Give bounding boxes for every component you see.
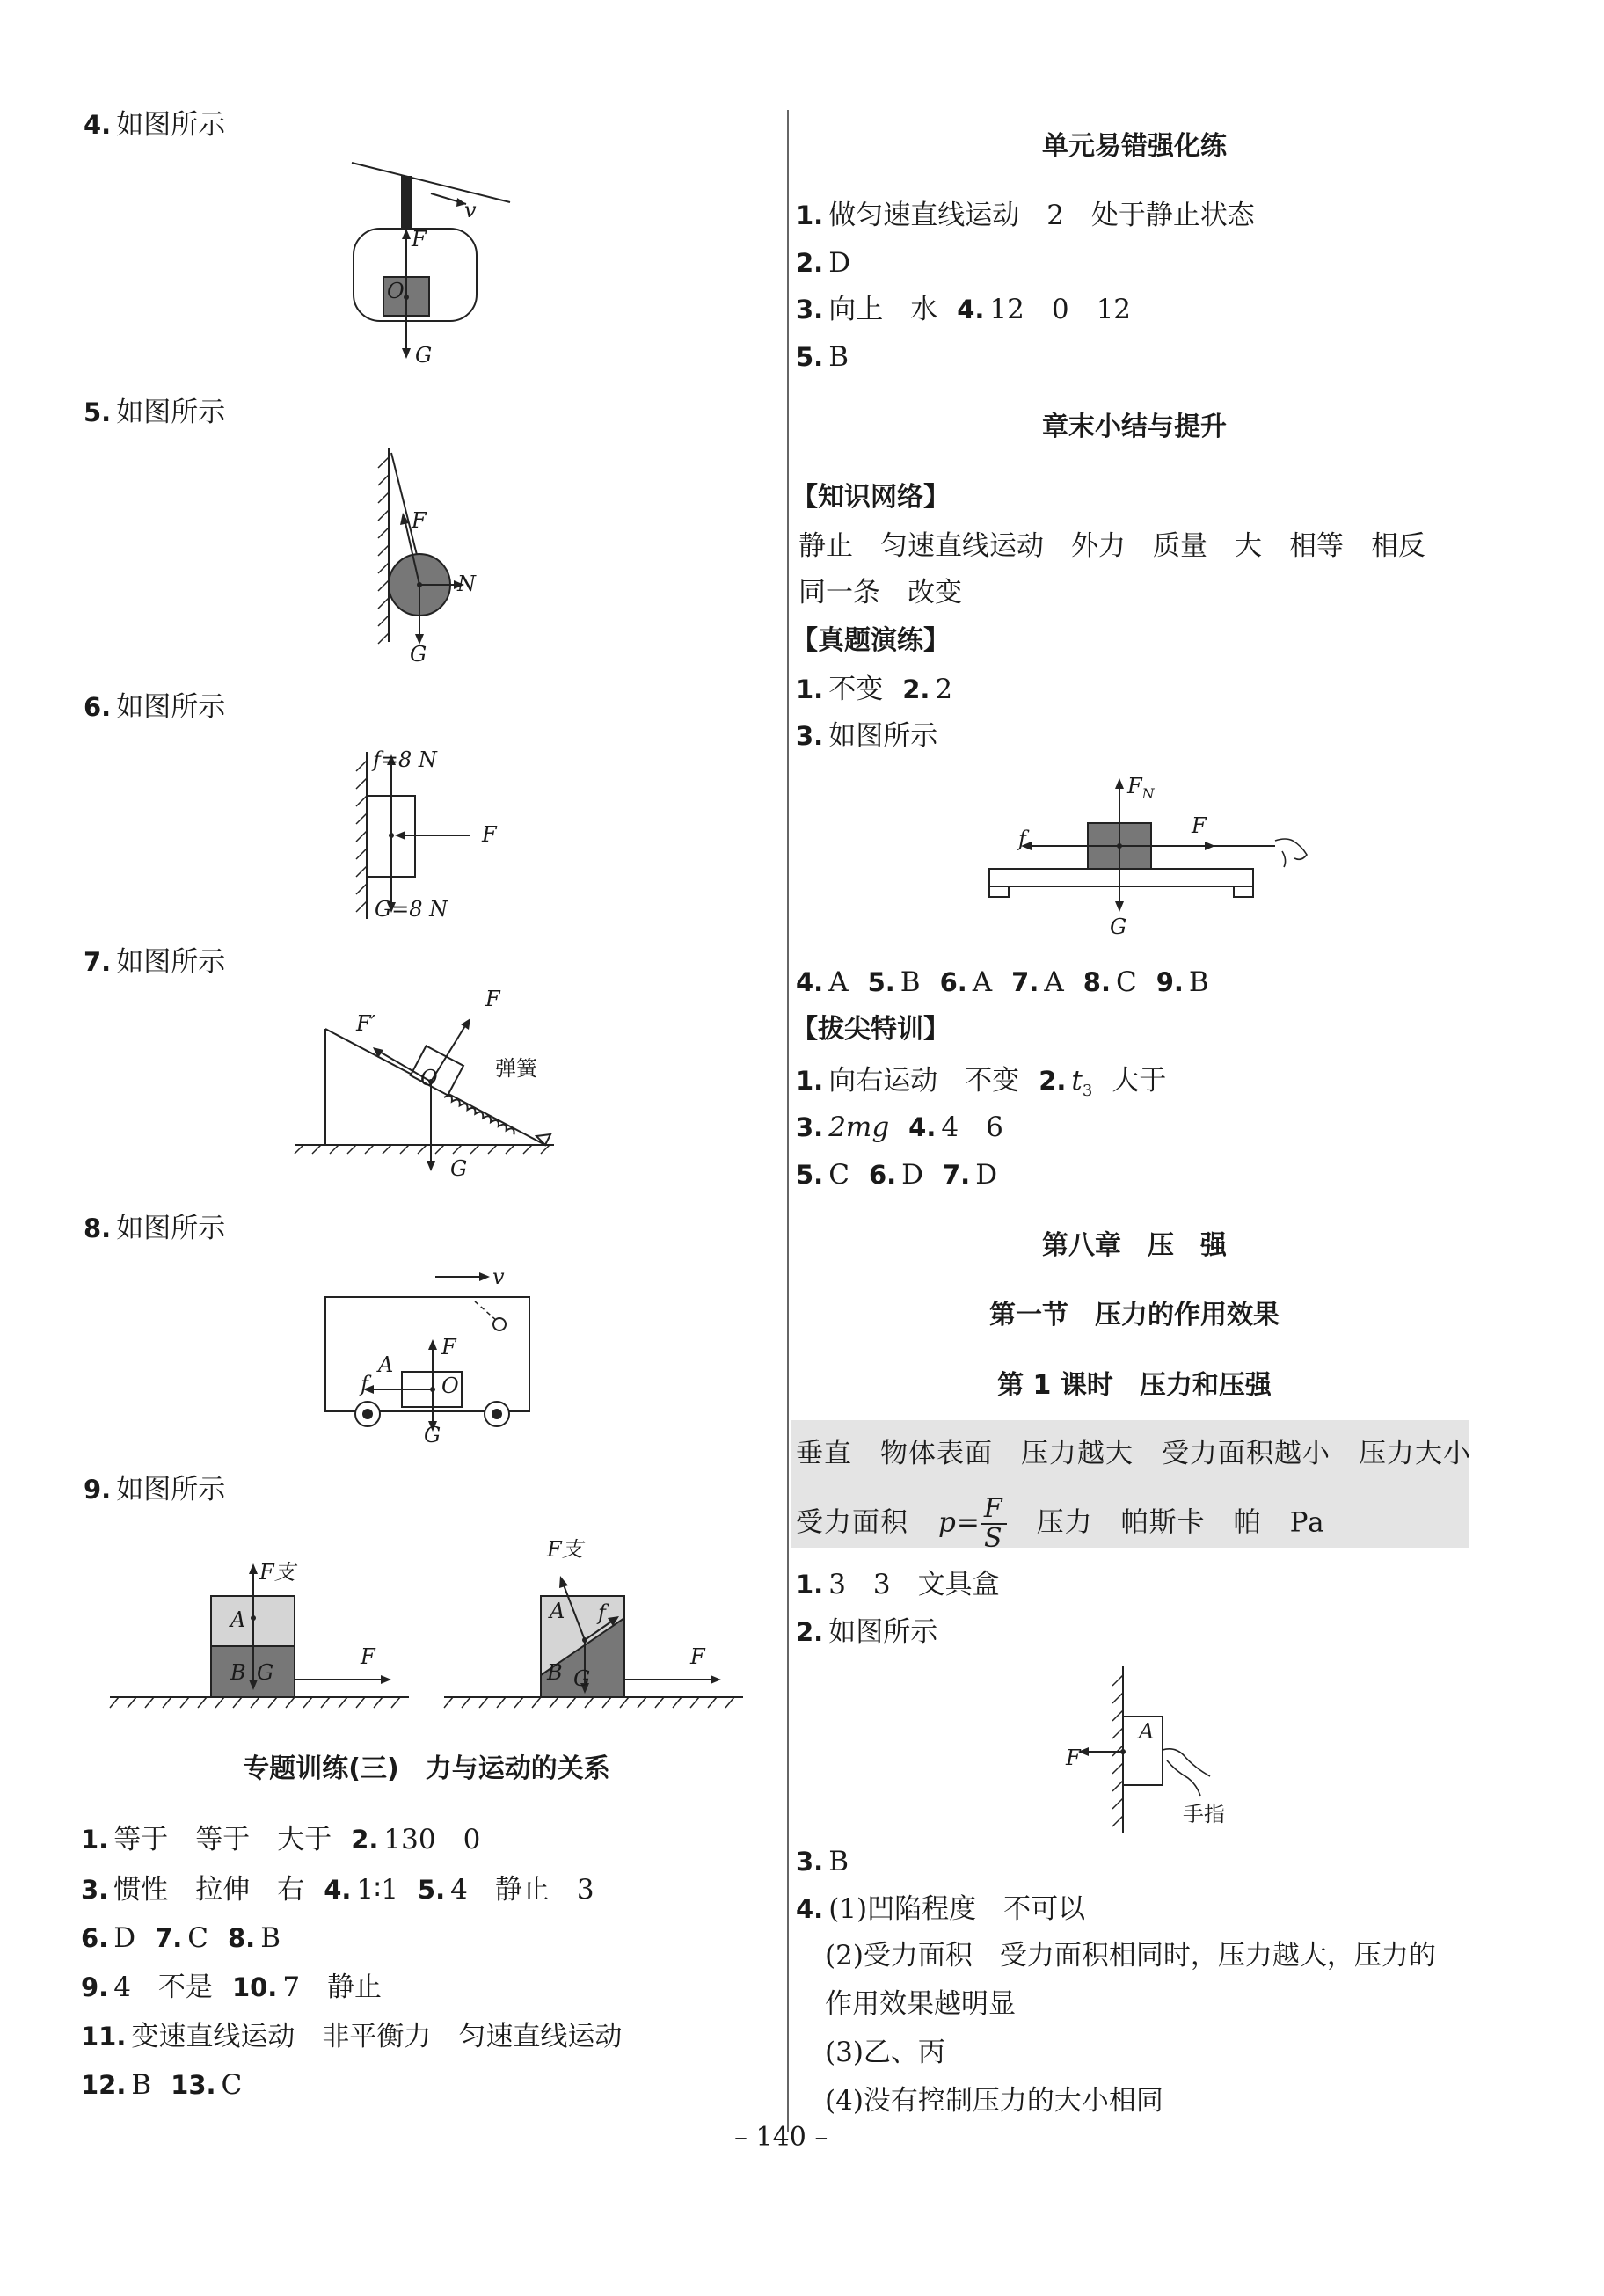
figure-vehicle	[317, 1257, 545, 1442]
knowledge-net-line-2: 同一条 改变	[798, 577, 962, 609]
fig9a-Fz-label: F支	[259, 1560, 295, 1585]
fig4-G-label: G	[415, 343, 433, 368]
fig3-G-label: G	[1110, 915, 1127, 939]
fig9a-B-label: B	[230, 1660, 246, 1685]
fig4-v-label: v	[464, 198, 477, 222]
unit-answer-3-4: 3. 向上 水 4. 12 0 12	[796, 294, 1132, 325]
unit-answer-5: 5. B	[796, 341, 849, 373]
q5-line: 5. 如图所示	[84, 397, 226, 428]
fill-blank-line-1: 垂直 物体表面 压力越大 受力面积越小 压力大小	[796, 1438, 1471, 1469]
figure-incline-spring	[290, 994, 572, 1187]
fig8-f-label: f	[361, 1372, 368, 1396]
column-divider	[787, 110, 789, 2132]
real-exam-row-2: 3. 如图所示	[796, 720, 938, 752]
pressure-formula-fraction: $\frac{F}{S}$	[981, 1495, 1007, 1553]
fig9b-A-label: A	[550, 1599, 565, 1623]
fig9b-Fz-label: F支	[547, 1537, 583, 1562]
knowledge-net-label: 【知识网络】	[791, 482, 950, 513]
q7-line: 7. 如图所示	[84, 946, 226, 978]
topic-answer-row-1: 1. 等于 等于 大于 2. 130 0	[81, 1824, 481, 1855]
topic-answer-row-6: 12. B 13. C	[81, 2069, 243, 2101]
fig7-O-label: O	[420, 1066, 438, 1090]
fig9b-F-label: F	[690, 1644, 705, 1669]
chapter8-title: 第八章 压 强	[1042, 1230, 1227, 1261]
fig8-v-label: v	[492, 1265, 505, 1289]
fig6-G-label: G=8 N	[375, 897, 448, 922]
fig3-f-label: f	[1018, 827, 1026, 851]
fig4-O-label: O	[387, 279, 405, 303]
fig5-G-label: G	[410, 642, 427, 667]
real-exam-row-3: 4. A 5. B 6. A 7. A 8. C 9. B	[796, 966, 1209, 998]
chapter-summary-title: 章末小结与提升	[1042, 412, 1227, 442]
figure-block-board	[985, 774, 1345, 941]
figure-finger-wall	[1068, 1662, 1262, 1838]
fig3-FN-label: $F_N$	[1127, 774, 1155, 802]
fig6-f-label: f=8 N	[373, 747, 437, 772]
fig5-N-label: N	[457, 572, 476, 596]
lesson-answer-4-part-1: 4. (1)凹陷程度 不可以	[796, 1893, 1086, 1925]
page-number: – 140 –	[734, 2122, 828, 2153]
fig2-F-label: F	[1066, 1746, 1081, 1770]
fig7-G-label: G	[450, 1156, 468, 1181]
figure-ball-wall	[369, 444, 492, 664]
q9-line: 9. 如图所示	[84, 1474, 226, 1505]
fig2-finger-label: 手指	[1183, 1802, 1225, 1826]
lesson-answer-1: 1. 3 3 文具盒	[796, 1569, 1000, 1600]
top-train-row-2: 3. 2mg 4. 4 6	[796, 1112, 1003, 1143]
fig9b-B-label: B	[547, 1660, 563, 1685]
q6-line: 6. 如图所示	[84, 691, 226, 723]
lesson-answer-2: 2. 如图所示	[796, 1616, 938, 1648]
fig5-F-label: F	[412, 508, 427, 533]
fig7-Fprime-label: F′	[356, 1011, 376, 1036]
fig7-spring-label: 弹簧	[495, 1056, 537, 1081]
fig8-A-label: A	[378, 1352, 394, 1377]
topic-answer-row-5: 11. 变速直线运动 非平衡力 匀速直线运动	[81, 2021, 623, 2052]
lesson-answer-4-part-2a: (2)受力面积 受力面积相同时，压力越大，压力的	[825, 1940, 1436, 1972]
real-exam-label: 【真题演练】	[791, 625, 950, 656]
lesson1-title: 第 1 课时 压力和压强	[997, 1370, 1272, 1401]
lesson-answer-4-part-3: (3)乙、丙	[825, 2037, 945, 2068]
top-train-row-1: 1. 向右运动 不变 2. $t_3$ 大于	[796, 1065, 1167, 1101]
lesson-answer-4-part-2b: 作用效果越明显	[825, 1988, 1016, 2020]
q4-line: 4. 如图所示	[84, 109, 226, 141]
unit-answer-1: 1. 做匀速直线运动 2 处于静止状态	[796, 200, 1255, 231]
fig8-G-label: G	[424, 1423, 441, 1447]
unit-answer-2: 2. D	[796, 247, 851, 279]
lesson-answer-4-part-4: (4)没有控制压力的大小相同	[825, 2085, 1163, 2117]
fig9a-A-label: A	[230, 1607, 246, 1632]
fig7-F-label: F	[485, 987, 500, 1011]
fig9a-F-label: F	[361, 1644, 375, 1669]
knowledge-net-line-1: 静止 匀速直线运动 外力 质量 大 相等 相反	[798, 530, 1425, 562]
fig4-F-label: F	[412, 227, 427, 251]
unit-error-title: 单元易错强化练	[1042, 131, 1227, 162]
figure-stacked-blocks	[106, 1548, 747, 1724]
fig8-O-label: O	[441, 1374, 459, 1398]
topic-answer-row-4: 9. 4 不是 10. 7 静止	[81, 1972, 383, 2003]
fig9b-G-label: G	[573, 1666, 591, 1691]
figure-cable-car	[334, 158, 528, 369]
section1-title: 第一节 压力的作用效果	[989, 1300, 1280, 1330]
fig9b-f-label: f	[598, 1600, 606, 1625]
topic-answer-row-2: 3. 惯性 拉伸 右 4. 1∶1 5. 4 静止 3	[81, 1874, 594, 1906]
fig6-F-label: F	[482, 822, 497, 847]
top-train-row-3: 5. C 6. D 7. D	[796, 1159, 998, 1191]
fill-blank-line-2: 受力面积 p= $\frac{F}{S}$ 压力 帕斯卡 帕 Pa	[796, 1493, 1325, 1554]
fig2-A-label: A	[1139, 1719, 1155, 1744]
topic-training-title: 专题训练(三) 力与运动的关系	[243, 1753, 610, 1784]
top-train-label: 【拔尖特训】	[791, 1014, 950, 1045]
topic-answer-row-3: 6. D 7. C 8. B	[81, 1922, 281, 1954]
fig3-F-label: F	[1192, 813, 1207, 838]
real-exam-row-1: 1. 不变 2. 2	[796, 674, 953, 705]
lesson-answer-3: 3. B	[796, 1846, 849, 1877]
q8-line: 8. 如图所示	[84, 1213, 226, 1244]
fig9a-G-label: G	[257, 1660, 274, 1685]
fig8-F-label: F	[441, 1335, 456, 1359]
